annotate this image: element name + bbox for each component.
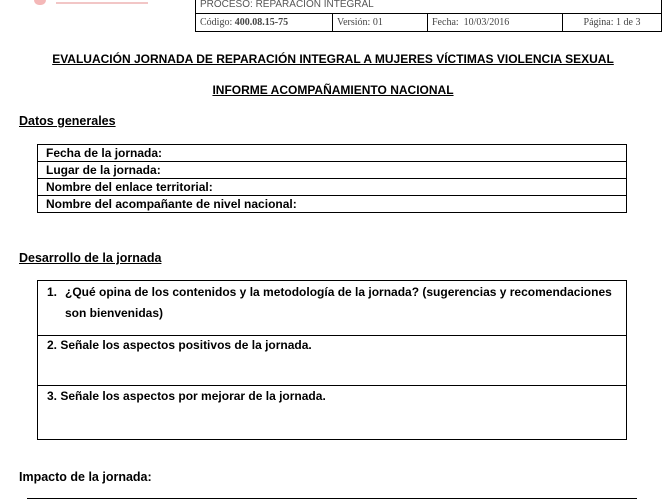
- general-field[interactable]: Fecha de la jornada:: [38, 145, 627, 162]
- table-row: [38, 386, 627, 440]
- general-table: [37, 144, 627, 213]
- header-date: [428, 14, 563, 31]
- document-title: EVALUACIÓN JORNADA DE REPARACIÓN INTEGRAL A MUJERES VÍCTIMAS VIOLENCIA SEXUAL: [52, 52, 614, 66]
- table-row: [38, 145, 627, 162]
- question-3-text: 3. Señale los aspectos por mejorar de la jornada.: [47, 389, 326, 403]
- header-date-label: Fecha:: [432, 17, 459, 28]
- general-heading: Datos generales: [19, 114, 116, 128]
- general-field[interactable]: Lugar de la jornada:: [38, 162, 627, 179]
- table-row: [38, 179, 627, 196]
- question-2-cell[interactable]: [38, 336, 627, 386]
- development-table: [37, 280, 627, 440]
- table-row: [38, 196, 627, 213]
- header-meta-row: [196, 14, 661, 31]
- table-row: [38, 281, 627, 336]
- logo-mark: [34, 0, 46, 5]
- question-1-cell[interactable]: [38, 281, 627, 336]
- general-field[interactable]: Nombre del acompañante de nivel nacional:: [38, 196, 627, 213]
- impact-heading: Impacto de la jornada:: [19, 470, 152, 484]
- development-heading: Desarrollo de la jornada: [19, 251, 162, 265]
- header-process: PROCESO: REPARACION INTEGRAL: [200, 0, 374, 10]
- impact-table-top-border: [27, 498, 637, 499]
- table-row: [38, 162, 627, 179]
- document-subtitle: INFORME ACOMPAÑAMIENTO NACIONAL: [212, 83, 454, 97]
- question-number: 1.: [47, 285, 58, 299]
- logo-bar: [56, 2, 148, 4]
- header-page: Página: 1 de 3: [583, 17, 641, 28]
- header-process-row: [196, 0, 661, 14]
- header-code-label: Código:: [200, 17, 233, 28]
- header-code-value: 400.08.15-75: [234, 17, 289, 28]
- question-1-text: ¿Qué opina de los contenidos y la metodología de la jornada? (sugerencias y recomendaciones son bienvenidas): [65, 285, 612, 320]
- question-3-cell[interactable]: [38, 386, 627, 440]
- document-header: [195, 0, 662, 32]
- header-date-value: 10/03/2016: [463, 17, 510, 28]
- general-field[interactable]: Nombre del enlace territorial:: [38, 179, 627, 196]
- table-row: [38, 336, 627, 386]
- logo-fragment: [0, 0, 195, 12]
- header-code: [196, 14, 333, 31]
- question-2-text: 2. Señale los aspectos positivos de la jornada.: [47, 338, 312, 352]
- header-version: Versión: 01: [333, 14, 428, 31]
